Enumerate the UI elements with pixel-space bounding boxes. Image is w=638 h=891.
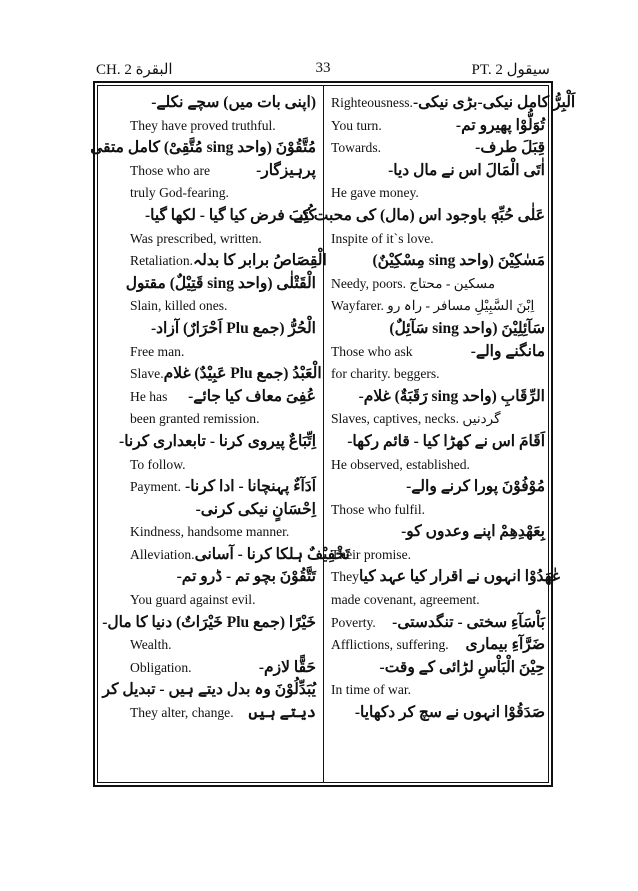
gloss-line-arabic-urdu: الْحُرُّ (جمع Plu اَحْرَارٌ) آزاد-	[150, 319, 316, 337]
arabic-urdu-term: قِبَلَ طرف-	[475, 139, 545, 157]
gloss-line-mixed	[130, 250, 327, 273]
english-meaning: Obligation.	[130, 659, 192, 675]
gloss-line-english: In time of war.	[331, 682, 412, 698]
gloss-line-arabic-urdu: اٰتَى الْمَالَ اس نے مال دیا-	[388, 161, 545, 179]
gloss-line-arabic-urdu: بِعَهْدِهِمْ اپنے وعدوں کو-	[401, 523, 545, 541]
arabic-urdu-term: تُوَلُّوْا پھیرو تم-	[455, 116, 545, 134]
gloss-line-arabic-urdu: مُتَّقُوْنَ (واحد sing مُتَّقِیْ) کامل متقی	[90, 139, 316, 157]
page-header	[96, 60, 550, 80]
gloss-line-arabic-urdu: كُتِبَ فرض کیا گیا - لکھا گیا-	[144, 206, 316, 224]
gloss-line-english: Was prescribed, written.	[130, 230, 262, 246]
gloss-line-english: Slain, killed ones.	[130, 298, 228, 314]
arabic-urdu-term: الْقِصَاصُ برابر کا بدلہ	[193, 252, 327, 270]
arabic-urdu-term: حَقًّا لازم-	[258, 658, 316, 676]
english-meaning: He has	[130, 388, 168, 404]
arabic-urdu-term: عُفِىَ معاف کیا جائے-	[188, 387, 316, 405]
gloss-line-english: Wayfarer. اِبْنَ السَّبِيْلِ مسافر - راہ رو	[331, 298, 535, 314]
english-meaning: They	[331, 569, 359, 585]
page-number: 33	[315, 60, 331, 76]
gloss-line-mixed	[130, 544, 350, 567]
english-meaning: Afflictions, suffering.	[331, 637, 449, 653]
english-meaning: Righteousness.	[331, 95, 413, 110]
gloss-line-english: Free man.	[130, 343, 185, 359]
gloss-line-arabic-urdu: (اپنی بات میں) سچے نکلے-	[151, 94, 316, 111]
arabic-urdu-term: الْعَبْدُ (جمع Plu عَبِيْدٌ) غلام	[163, 365, 322, 383]
gloss-line-english: He gave money.	[331, 185, 419, 201]
english-meaning: Payment.	[130, 479, 181, 495]
gloss-line-mixed	[130, 386, 316, 409]
gloss-line-arabic-urdu: يُبَدِّلُوْنَ وہ بدل دیتے ہیں - تبدیل کر	[102, 681, 316, 699]
gloss-line-english: made covenant, agreement.	[331, 592, 480, 608]
gloss-line-mixed	[331, 115, 545, 138]
gloss-line-english: They have proved truthful.	[130, 117, 276, 133]
gloss-line-arabic-urdu: اِتِّبَاعٌ پیروی کرنا - تابعداری کرنا-	[119, 432, 316, 450]
gloss-line-english: Inspite of it`s love.	[331, 230, 434, 246]
arabic-urdu-term: عٰهَدُوْا انہوں نے اقرار کیا عہد کیا	[358, 568, 562, 586]
gloss-line-mixed	[130, 363, 322, 386]
gloss-line-arabic-urdu: الْقَتْلٰى (واحد sing قَتِيْلٌ) مقتول	[125, 274, 316, 292]
arabic-urdu-term: دیتے ہیں	[248, 704, 316, 722]
gloss-line-arabic-urdu: سَآئِلِيْنَ (واحد sing سَآئِلٌ)	[389, 319, 545, 337]
column-divider	[323, 85, 324, 783]
gloss-line-english: Needy, poors. مسکین - محتاج	[331, 275, 496, 291]
gloss-line-arabic-urdu: الرِّقَابِ (واحد sing رَقَبَةٌ) غلام-	[358, 387, 545, 405]
gloss-line-english: Their promise.	[331, 546, 412, 562]
arabic-urdu-term: اَدَآءٌ پہنچانا - ادا کرنا-	[185, 478, 316, 496]
gloss-line-mixed	[130, 160, 316, 183]
gloss-line-english: for charity. beggers.	[331, 366, 440, 382]
gloss-line-arabic-urdu: مُوْفُوْنَ پورا کرنے والے-	[406, 478, 545, 496]
gloss-line-english: Kindness, handsome manner.	[130, 524, 290, 540]
arabic-urdu-term: تَخْفِيْفٌ ہلکا کرنا - آسانی	[194, 545, 350, 563]
gloss-line-english: Wealth.	[130, 637, 172, 653]
english-meaning: Alleviation.	[130, 546, 195, 562]
gloss-line-mixed	[130, 702, 316, 725]
gloss-line-mixed	[331, 341, 545, 364]
gloss-line-english: truly God-fearing.	[130, 185, 229, 201]
english-meaning: Slave.	[130, 366, 164, 382]
part-label: PT. 2 سيقول	[471, 62, 550, 78]
gloss-line-arabic-urdu: خَيْرًا (جمع Plu خَيْرَاتٌ) دنیا کا مال-	[102, 613, 316, 631]
arabic-urdu-term: اَلْبِرُّ كامل نيكى-بڑى نيكى-	[412, 94, 576, 111]
english-meaning: Retaliation.	[130, 253, 194, 269]
english-meaning: You turn.	[331, 117, 382, 133]
english-meaning: Those who are	[130, 162, 211, 178]
gloss-line-mixed	[331, 92, 576, 115]
arabic-urdu-term: ضَرَّآءِ بیماری	[465, 636, 545, 654]
gloss-line-mixed	[331, 137, 545, 160]
left-column	[90, 92, 350, 725]
english-meaning: Towards.	[331, 140, 382, 156]
gloss-line-arabic-urdu: مَسٰكِيْنَ (واحد sing مِسْكِيْنٌ)	[372, 252, 545, 270]
arabic-urdu-term: پرہیزگار-	[256, 161, 316, 179]
arabic-urdu-term: مانگنے والے-	[470, 342, 545, 360]
gloss-line-mixed	[331, 612, 545, 635]
gloss-line-arabic-urdu: حِيْنَ الْبَاْسِ لڑائی کے وقت-	[379, 658, 545, 676]
english-meaning: Those who ask	[331, 343, 413, 359]
gloss-line-english: To follow.	[130, 456, 186, 472]
gloss-line-mixed	[331, 634, 545, 657]
english-meaning: They alter, change.	[130, 705, 234, 721]
gloss-line-mixed	[130, 657, 316, 680]
gloss-line-mixed	[331, 566, 562, 589]
chapter-label: CH. 2 البقرة	[96, 62, 173, 78]
gloss-line-english: He observed, established.	[331, 456, 470, 472]
gloss-line-english: Those who fulfil.	[331, 501, 426, 517]
gloss-line-english: Slaves, captives, necks. گردنیں	[331, 411, 501, 427]
gloss-line-arabic-urdu: تَتَّقُوْنَ بچو تم - ڈرو تم-	[176, 568, 316, 586]
gloss-line-arabic-urdu: اِحْسَانٍ نیکی کرنی-	[195, 500, 316, 518]
gloss-line-mixed	[130, 476, 316, 499]
english-meaning: Poverty.	[331, 614, 376, 630]
gloss-line-english: You guard against evil.	[130, 592, 256, 608]
gloss-line-english: been granted remission.	[130, 411, 260, 427]
gloss-line-arabic-urdu: اَقَامَ اس نے کھڑا کیا - قائم رکھا-	[347, 432, 545, 450]
gloss-line-arabic-urdu: عَلٰى حُبِّهٖ باوجود اس (مال) کی محبت کے	[293, 206, 545, 224]
gloss-line-arabic-urdu: صَدَقُوْا انہوں نے سچ کر دکھایا-	[354, 704, 545, 722]
arabic-urdu-term: بَاْسَآءِ سختی - تنگدستی-	[392, 613, 545, 631]
right-column	[293, 92, 576, 725]
